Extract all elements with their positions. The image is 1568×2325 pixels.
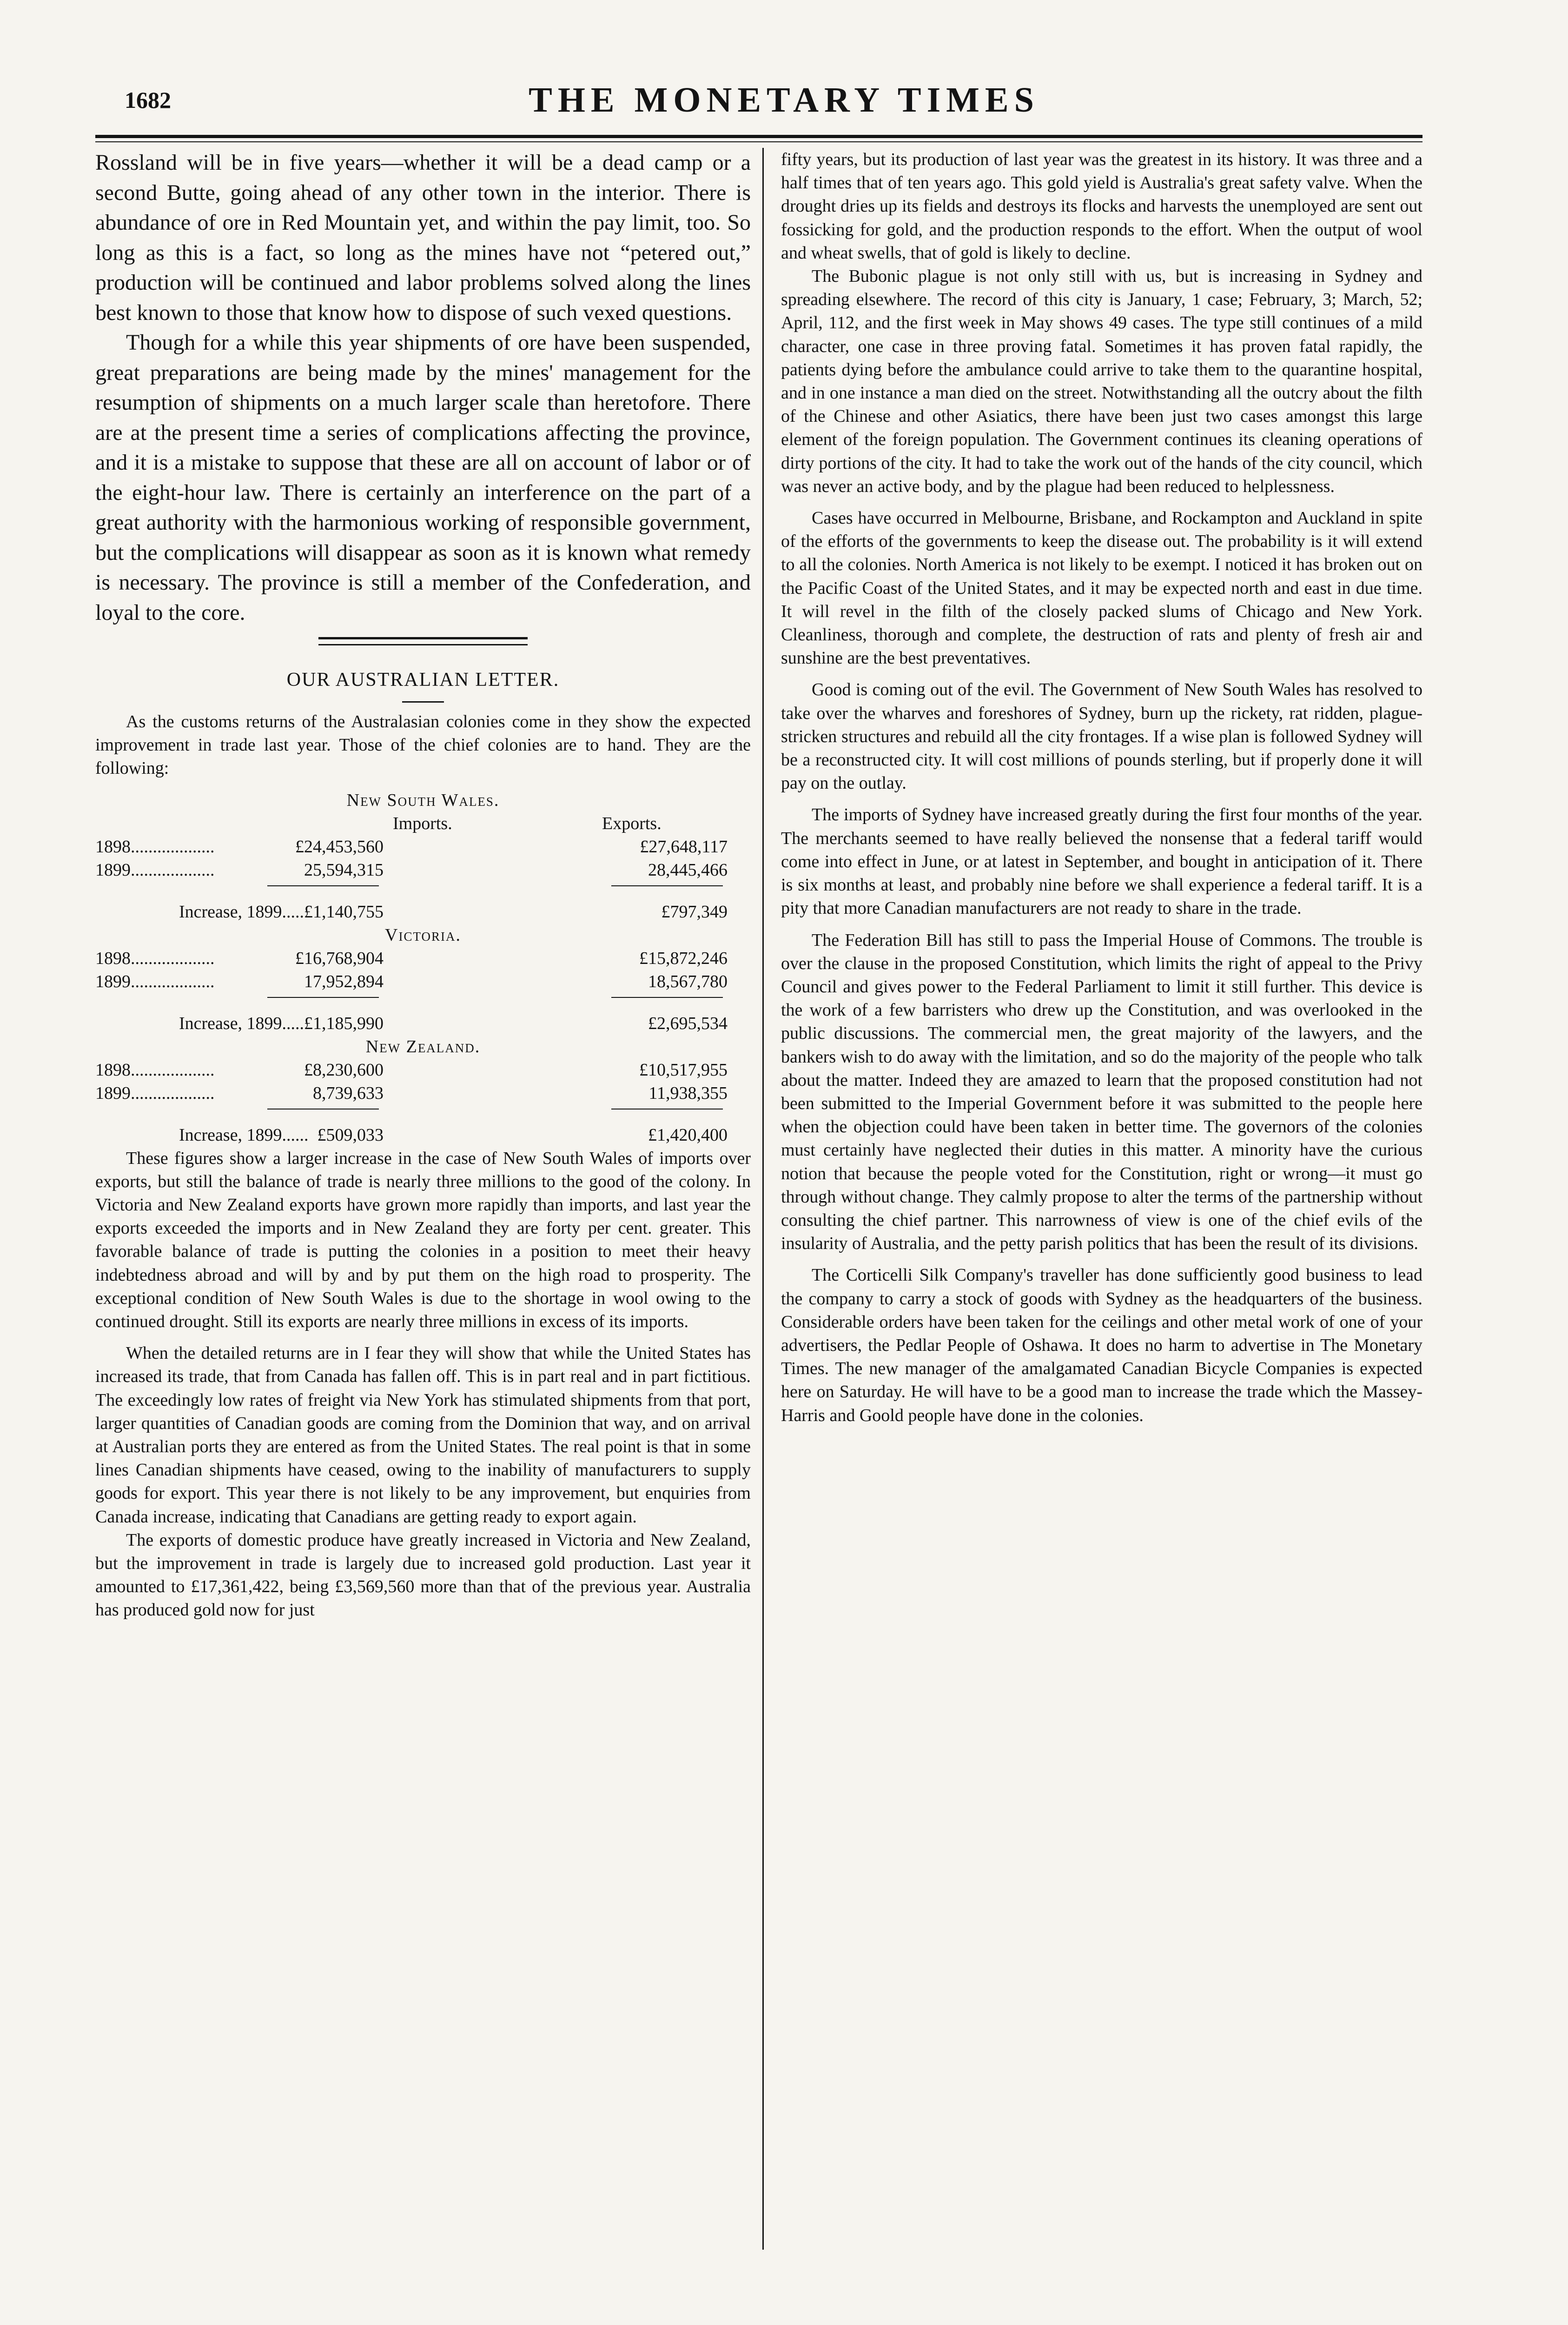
region-heading: Victoria. — [385, 925, 461, 945]
imports-header: Imports. — [393, 813, 452, 833]
right-column — [781, 148, 1422, 1427]
paragraph: Good is coming out of the evil. The Government of New South Wales has resolved to take over the wharves and foreshores of Sydney, burn up the rickety, rat ridden, plague-stricken structures and rebuild all the city frontages. If a wise plan is followed Sydney will be a reconstructed city. It will cost millions of pounds sterling, but if properly done it will pay on the outlay. — [781, 680, 1422, 793]
section-divider — [318, 637, 528, 645]
paragraph: The Bubonic plague is not only still with us, but is increasing in Sydney and spreading elsewhere. The record of this city is January, 1 case; February, 3; March, 52; April, 112, and the first week in May shows 49 cases. The type still continues of a mild character, one case in three proving fatal. Sometimes it has proven fatal rapidly, the patients dying before the ambulance could arrive to take them to the quarantine hospital, and in one instance a man died on the street. Notwithstanding all the outcry about the filth of the Chinese and other Asiatics, there have been just two cases amongst this large element of the foreign population. The Government continues its cleaning operations of dirty portions of the city. It had to take the work out of the hands of the city council, which was never an active body, and by the plague had been reduced to helplessness. — [781, 266, 1422, 496]
stats-row: 1899................... 17,952,894 18,567,780 — [95, 970, 751, 993]
stats-row: 1898................... £16,768,904 £15,872,246 — [95, 948, 728, 968]
stats-row: 1899................... 25,594,315 28,445,466 — [95, 858, 751, 882]
page-number: 1682 — [125, 87, 171, 113]
stats-row: 1898................... £24,453,560 £27,648,117 — [95, 837, 728, 857]
paragraph: These figures show a larger increase in the case of New South Wales of imports over exports, but still the balance of trade is nearly three millions to the good of the colony. In Victoria and New Zealand exports have grown more rapidly than imports, and last year the exports exceeded the imports and in New Zealand they are forty per cent. greater. This favorable balance of trade is putting the colonies in a position to meet their heavy indebtedness abroad and will by and by put them on the high road to prosperity. The exceptional condition of New South Wales is due to the shortage in wool owing to the continued drought. Still its exports are nearly three millions in excess of its imports. — [95, 1148, 751, 1332]
region-heading: New South Wales. — [346, 790, 500, 810]
increase-row: Increase, 1899..... £1,140,755 £797,349 — [179, 902, 728, 922]
paragraph: The Corticelli Silk Company's traveller has done sufficiently good business to lead the company to carry a stock of goods with Sydney as the headquarters of the business. Considerable orders have been taken for the ceilings and other metal work of one of your advertisers, the Pedlar People of Oshawa. It does no harm to advertise in The Monetary Times. The new manager of the amalgamated Canadian Bicycle Companies is expected here on Saturday. He will have to be a good man to increase the trade which the Massey-Harris and Goold people have done in the colonies. — [781, 1265, 1422, 1425]
publication-title: THE MONETARY TIMES — [529, 80, 1039, 120]
paragraph: The imports of Sydney have increased greatly during the first four months of the year. The merchants seemed to have really believed the nonsense that a federal tariff would come into effect in June, or at latest in September, and bought in anticipation of it. There is six months at least, and probably nine before we shall experience a federal tariff. It is a pity that more Canadian manufacturers are not ready to share in the trade. — [781, 805, 1422, 918]
exports-header: Exports. — [602, 813, 662, 833]
increase-row: Increase, 1899...... £509,033 £1,420,400 — [179, 1125, 728, 1145]
paragraph: The Federation Bill has still to pass the Imperial House of Commons. The trouble is over the clause in the proposed Constitution, which limits the right of appeal to the Privy Council and gives power to the Federal Parliament to limit it still further. This device is the work of a few barristers who drew up the Constitution, and was overlooked in the public discussions. The commercial men, the great majority of the lawyers, and the bankers wish to do away with the limitation, and so do the majority of the people who talk about the matter. Indeed they are amazed to learn that the proposed constitution had not been submitted to the Imperial Government before it was submitted to the people here when the objection could have been taken in better time. The governors of the colonies must certainly have neglected their duties in this matter. A minority have the curious notion that because the people voted for the Constitution, right or wrong—it must go through without change. They calmly propose to alter the terms of the partnership without consulting the chief partner. This narrowness of view is one of the chief evils of the insularity of Australia, and the petty parish politics that has been the result of its divisions. — [781, 930, 1422, 1254]
increase-row: Increase, 1899..... £1,185,990 £2,695,534 — [179, 1013, 728, 1033]
left-column — [95, 148, 751, 1622]
header-rule — [95, 135, 1422, 138]
region-heading: New Zealand. — [365, 1036, 481, 1056]
paragraph: The exports of domestic produce have greatly increased in Victoria and New Zealand, but the improvement in trade is largely due to increased gold production. Last year it amounted to £17,361,422, being £3,569,560 more than that of the previous year. Australia has produced gold now for just — [95, 1530, 751, 1620]
stats-row: 1898................... £8,230,600 £10,517,955 — [95, 1060, 728, 1080]
paragraph: When the detailed returns are in I fear they will show that while the United States has increased its trade, that from Canada has fallen off. This is in part real and in part fictitious. The exceedingly low rates of freight via New York has stimulated shipments from that port, larger quantities of Canadian goods are coming from the Dominion that way, and on arrival at Australian ports they are entered as from the United States. The real point is that in some lines Canadian shipments have ceased, owing to the inability of manufacturers to supply goods for export. This year there is not likely to be any improvement, but enquiries from Canada increase, indicating that Canadians are getting ready to export again. — [95, 1343, 751, 1527]
paragraph: Though for a while this year shipments of ore have been suspended, great preparations are being made by the mines' management for the resumption of shipments on a much larger scale than heretofore. There are at the present time a series of complications affecting the province, and it is a mistake to suppose that these are all on account of labor or of the eight-hour law. There is certainly an interference on the part of a great authority with the harmonious working of responsible government, but the complications will disappear as soon as it is known what remedy is necessary. The province is still a member of the Confederation, and loyal to the core. — [95, 330, 751, 625]
article-title: OUR AUSTRALIAN LETTER. — [286, 669, 560, 691]
paragraph: Cases have occurred in Melbourne, Brisbane, and Rockampton and Auckland in spite of the efforts of the governments to keep the disease out. The probability is it will extend to all the colonies. North America is not likely to be exempt. I noticed it has broken out on the Pacific Coast of the United States, and it may be expected north and east in due time. It will revel in the filth of the closely packed slums of Chicago and New York. Cleanliness, thorough and complete, the destruction of rats and plenty of fresh air and sunshine are the best preventatives. — [781, 508, 1422, 668]
header-rule-thin — [95, 141, 1422, 142]
trade-statistics — [95, 789, 751, 1147]
article-intro: As the customs returns of the Australasian colonies come in they show the expected improvement in trade last year. Those of the chief colonies are to hand. They are the following: — [95, 712, 751, 778]
paragraph: fifty years, but its production of last year was the greatest in its history. It was three and a half times that of ten years ago. This gold yield is Australia's great safety valve. When the drought dries up its fields and destroys its flocks and harvests the unemployed are sent out fossicking for gold, and the production responds to the effort. When the output of wool and wheat swells, that of gold is likely to decline. — [781, 150, 1422, 263]
paragraph: Rossland will be in five years—whether it will be a dead camp or a second Butte, going ahead of any other town in the interior. There is abundance of ore in Red Mountain yet, and within the pay limit, too. So long as this is a fact, so long as the mines have not “petered out,” production will be continued and labor problems solved along the lines best known to those that know how to dispose of such vexed questions. — [95, 150, 751, 325]
column-divider — [762, 148, 764, 2250]
title-rule — [402, 701, 444, 703]
stats-row: 1899................... 8,739,633 11,938,355 — [95, 1082, 751, 1105]
